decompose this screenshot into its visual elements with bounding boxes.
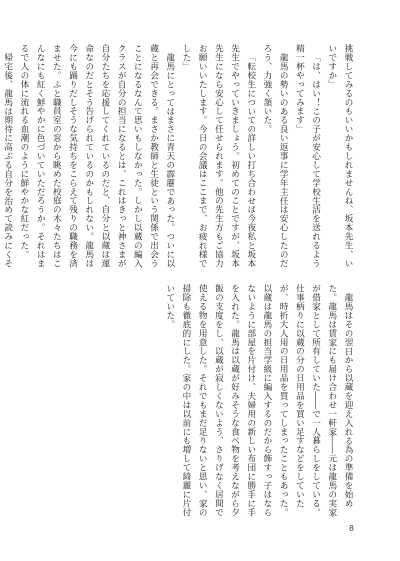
paragraph: 「は、はい！この子が安心して学校生活を送れるよう精一杯やってみます」 (294, 44, 321, 268)
text-block-bottom (46, 284, 356, 519)
paragraph: 挑戦してみるのもいいかもしれませんね、坂本先生、いいですか」 (326, 44, 353, 268)
page-number: 8 (348, 524, 354, 533)
text-block-top (2, 44, 356, 272)
paragraph: 龍馬にとってはまさに青天の霹靂であった。ついに以蔵と再会できる。まさか教師と生徒という関係で出会うことになるなんて思いもしなかった。しかし以蔵の編入クラスが自分の担当になるとは、これはきっと神さまが自分たちを応援してくれているのだと、自分と以蔵は運命なのだとそう告げられているのかもしれない。龍馬は今にも踊りだしそうな気持ちをこらえて残りの職務を済ませた。ふと職員室の窓から眺めた校庭の木々たちはこんなにも紅く鮮やかに色づいていただろうか。それはまるで人の体に流れる血潮のように鮮やかな紅だった。 (18, 44, 175, 268)
paragraph: 龍馬の勢いのある良い返事に学年主任は安心したのだろう、力強く頷いた。 (261, 44, 289, 268)
paragraph: 帰宅後、龍馬は期待に高ぶる自分を治めて読みにくそ (2, 52, 13, 268)
paragraph: 「転校生についての詳しい打ち合わせは今夜私と坂本先生でやっていきましょう。初めてのことですが、坂本先生になら安心して任せられます。他の先生方もご協力お願いいたします。今日の会議はここまで、お疲れ様でした」 (180, 44, 256, 268)
paragraph: 龍馬はその翌日から以蔵を迎え入れる為の準備を始めた。龍馬は賃家にも届け合わせ一軒家――元は龍馬の実家が借家として所有していた――で一人暮らしをしている。仕事柄りに以蔵の分の日用品を買い足すなどをしていたが、時折大人用の日用品を買ってしまったこともあった。以蔵は龍馬の担当学級に編入するのだから飾すっ子はならないように部屋を片付け、夫婦用の新しい布団に勝手に手を入れた。龍馬は以蔵が好みそうな食べ物を考えながら夕飯の支度をし、以蔵が寂しくないよう、さりげなく居間で使える物を用意した。それでもまだ足りないと思い、家の掃除も徹底的にした。家の中は以前にも増して綺麗に片付いていた。 (164, 284, 353, 517)
